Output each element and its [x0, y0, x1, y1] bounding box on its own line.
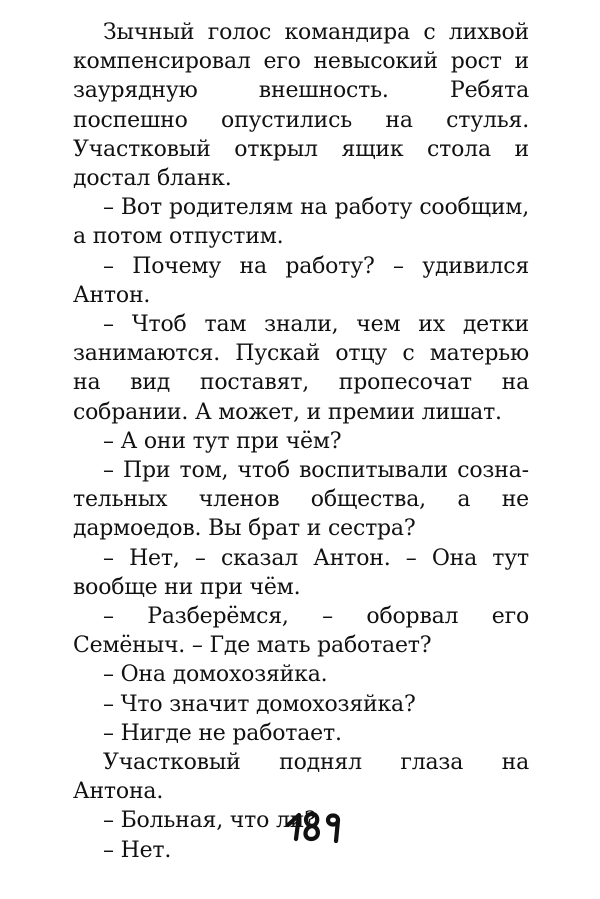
page-number [282, 808, 352, 844]
paragraph: – Вот родителям на работу сообщим, а потом отпустим. [73, 195, 529, 250]
paragraph: – Что значит домохозяйка? [103, 691, 416, 717]
paragraph: – Почему на работу? – удивился Антон. [73, 253, 529, 308]
paragraph: – Нет. [103, 837, 172, 863]
paragraph: Участковый поднял глаза на Антона. [73, 750, 529, 805]
paragraph: – Нигде не работает. [103, 720, 342, 746]
paragraph: – При том, чтоб воспитывали сознательных членов общества, а не дармоедов. Вы брат и сестра? [73, 458, 529, 542]
handwritten-page-number-graphic [282, 808, 352, 844]
paragraph: – Она домохозяйка. [103, 662, 328, 688]
paragraph: – Нет, – сказал Антон. – Она тут вообще ни при чём. [73, 545, 529, 600]
paragraph: – Больная, что ли? [103, 808, 316, 834]
paragraph: – Разберёмся, – оборвал его Семёныч. – Где мать работает? [73, 604, 529, 659]
paragraph: – А они тут при чём? [103, 428, 342, 454]
paragraph: – Чтоб там знали, чем их детки занимаются. Пускай отцу с матерью на вид поставят, пропесочат на собрании. А может, и премии лишат. [73, 312, 529, 425]
page-text [73, 18, 529, 865]
paragraph: Зычный голос командира с лихвой компенсировал его невысокий рост и заурядную внешность. Ребята поспешно опустились на стулья. Участковый открыл ящик стола и достал бланк. [73, 20, 529, 192]
